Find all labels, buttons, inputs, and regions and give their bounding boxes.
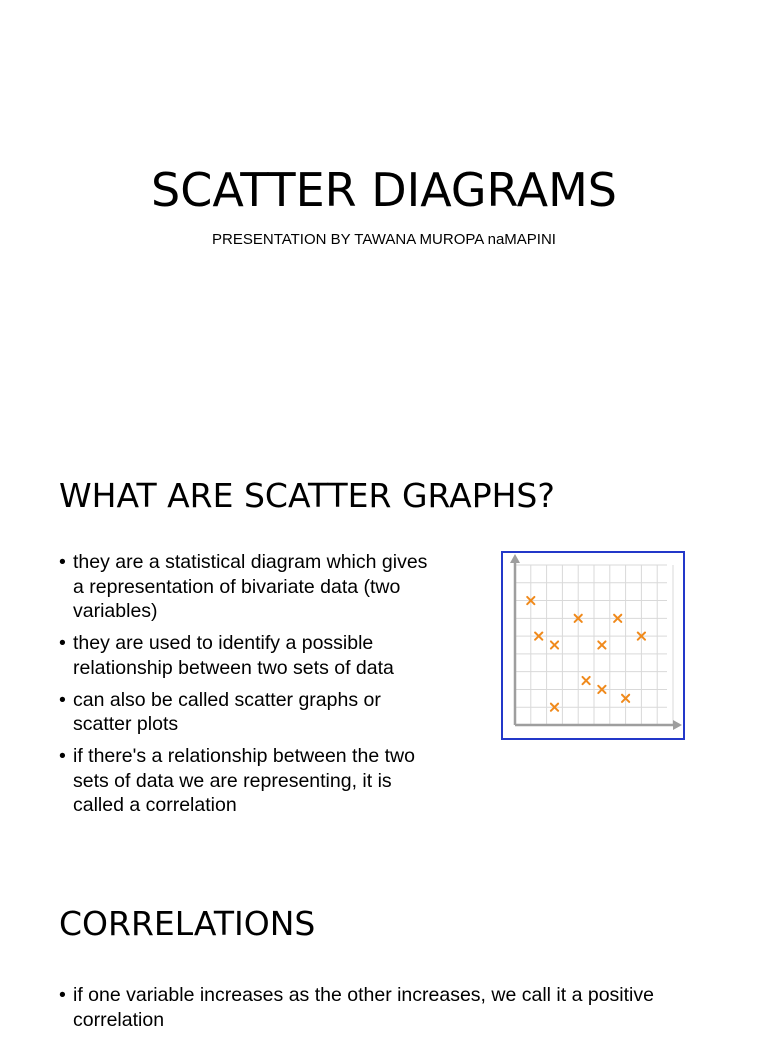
- x-axis-arrow: [673, 720, 682, 730]
- bullet-item: • can also be called scatter graphs or scatter plots: [59, 688, 429, 737]
- bullet-list-correlations: [59, 983, 709, 1040]
- slide-title: SCATTER DIAGRAMS: [151, 163, 617, 217]
- data-point: [551, 641, 558, 648]
- data-point: [598, 641, 605, 648]
- section-heading-scatter-graphs: WHAT ARE SCATTER GRAPHS?: [59, 476, 555, 515]
- bullet-item: • they are a statistical diagram which gives a representation of bivariate data (two variables): [59, 550, 429, 624]
- slide-subtitle: PRESENTATION BY TAWANA MUROPA naMAPINI: [212, 231, 556, 248]
- bullet-item: • if there's a relationship between the two sets of data we are representing, it is called a correlation: [59, 744, 429, 818]
- bullet-list-definitions: [59, 550, 429, 825]
- bullet-item: • they are used to identify a possible relationship between two sets of data: [59, 631, 429, 680]
- section-heading-correlations: CORRELATIONS: [59, 904, 316, 943]
- scatter-chart: [503, 553, 683, 738]
- data-point: [583, 677, 590, 684]
- bullet-item: • if one variable increases as the other increases, we call it a positive correlation: [59, 983, 709, 1032]
- y-axis-arrow: [510, 554, 520, 563]
- scatter-chart-frame: [501, 551, 685, 740]
